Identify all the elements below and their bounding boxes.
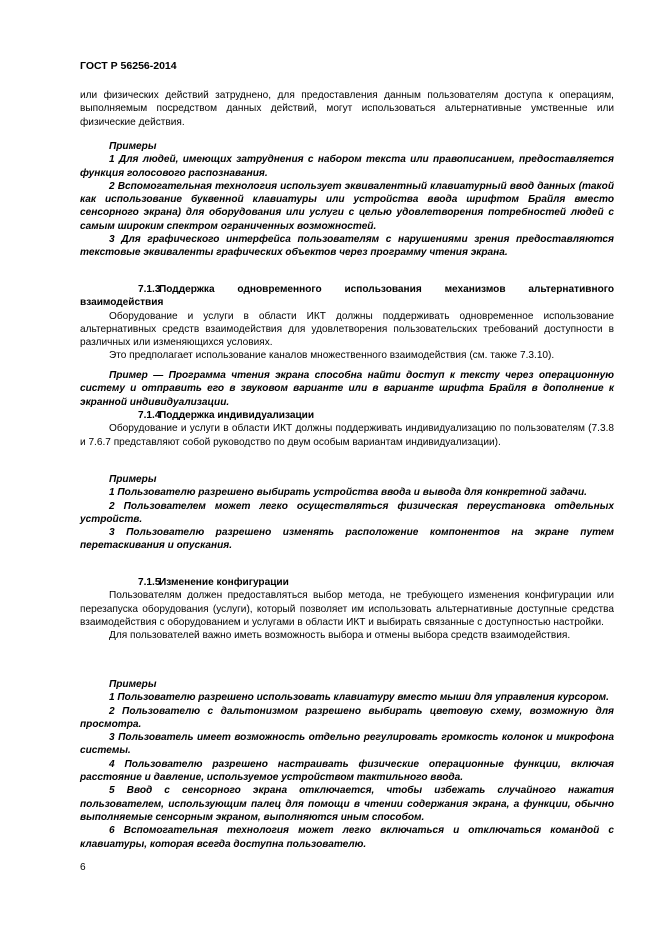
intro-paragraph (80, 89, 614, 129)
example-item: 2 Пользователем может легко осуществляться физическая переустановка отдельных устройств. (80, 500, 614, 525)
section-7-1-3 (80, 283, 614, 363)
example-text: Пример — Программа чтения экрана способна найти доступ к тексту через операционную систему и отправить его в звуковом варианте или в варианте шрифта Брайля в дополнение к экранной индивидуализации. (80, 370, 614, 408)
document-header: ГОСТ Р 56256-2014 (80, 60, 177, 72)
example-item: 3 Пользователю разрешено изменять расположение компонентов на экране путем перетаскивания и опускания. (80, 527, 614, 552)
section-number: 7.1.3 (138, 284, 161, 295)
section-7-1-5 (80, 576, 614, 642)
section-7-1-4 (80, 409, 614, 449)
section-heading (80, 409, 614, 422)
example-item: 2 Вспомогательная технология использует эквивалентный клавиатурный ввод данных (такой как использование буквенной клавиатуры или устройства ввода шрифтом Брайля вместо сенсорного экрана) для оборудования или услуги с целью удовлетворения потребностей людей с самым широким спектром ограниченных возможностей. (80, 180, 614, 232)
examples-title: Примеры (109, 474, 157, 485)
section-heading (80, 283, 614, 310)
page-number: 6 (80, 862, 86, 873)
section-paragraph: Пользователям должен предоставляться выбор метода, не требующего изменения конфигурации или перезапуска оборудования (услуги), который позволяет им использовать альтернативные доступные средства взаимодействия с оборудованием и услугами в области ИКТ и выбирать связанные с доступностью настройки. (80, 590, 614, 628)
examples-title: Примеры (109, 679, 157, 690)
example-item: 1 Пользователю разрешено выбирать устройства ввода и вывода для конкретной задачи. (109, 487, 587, 499)
examples-title: Примеры (109, 141, 157, 152)
example-item: 4 Пользователю разрешено настраивать физические операционные функции, включая расстояние и давление, используемое устройством тактильного ввода. (80, 758, 614, 784)
section-heading (80, 576, 614, 589)
example-7-1-3 (80, 369, 614, 409)
examples-block-2 (80, 473, 614, 553)
examples-block-3 (80, 678, 614, 851)
section-number: 7.1.5 (138, 577, 161, 588)
section-title: Изменение конфигурации (159, 577, 289, 588)
section-paragraph: Для пользователей важно иметь возможность выбора и отмены выбора средств взаимодействия. (109, 630, 571, 642)
example-item: 3 Пользователь имеет возможность отдельно регулировать громкость колонок и микрофона системы. (80, 732, 614, 757)
example-item: 1 Пользователю разрешено использовать клавиатуру вместо мыши для управления курсором. (109, 692, 609, 704)
example-item: 6 Вспомогательная технология может легко включаться и отключаться командой с клавиатуры, которая всегда доступна пользователю. (80, 825, 614, 850)
example-item: 1 Для людей, имеющих затруднения с набором текста или правописанием, предоставляется функция голосового распознавания. (80, 154, 614, 179)
example-item: 3 Для графического интерфейса пользователям с нарушениями зрения предоставляются текстовые эквиваленты графических объектов через программу чтения экрана. (80, 234, 614, 259)
section-number: 7.1.4 (138, 410, 161, 421)
section-title: Поддержка индивидуализации (159, 410, 315, 421)
section-title: Поддержка одновременного использования механизмов альтернативного взаимодействия (80, 284, 614, 309)
section-paragraph: Это предполагает использование каналов множественного взаимодействия (см. также 7.3.10). (109, 350, 555, 362)
examples-block-1 (80, 140, 614, 260)
example-item: 5 Ввод с сенсорного экрана отключается, чтобы избежать случайного нажатия пользователем, использующим палец для помощи в чтении содержания экрана, а функции, обычно выполняемые сенсорным экраном, выполняются иным способом. (80, 785, 614, 823)
section-paragraph: Оборудование и услуги в области ИКТ должны поддерживать одновременное использование альтернативных средств взаимодействия для удовлетворения пользовательских требований доступности в различных или изменяющихся условиях. (80, 310, 614, 349)
intro-text: или физических действий затруднено, для предоставления данным пользователям доступа к операциям, выполняемым посредством данных действий, могут использоваться альтернативные умственные или физические действия. (80, 90, 614, 128)
example-item: 2 Пользователю с дальтонизмом разрешено выбирать цветовую схему, возможную для просмотра. (80, 705, 614, 730)
section-paragraph: Оборудование и услуги в области ИКТ должны поддерживать индивидуализацию по пользователям (7.3.8 и 7.6.7 представляют собой руководство по двум особым вариантам индивидуализации). (80, 423, 614, 448)
